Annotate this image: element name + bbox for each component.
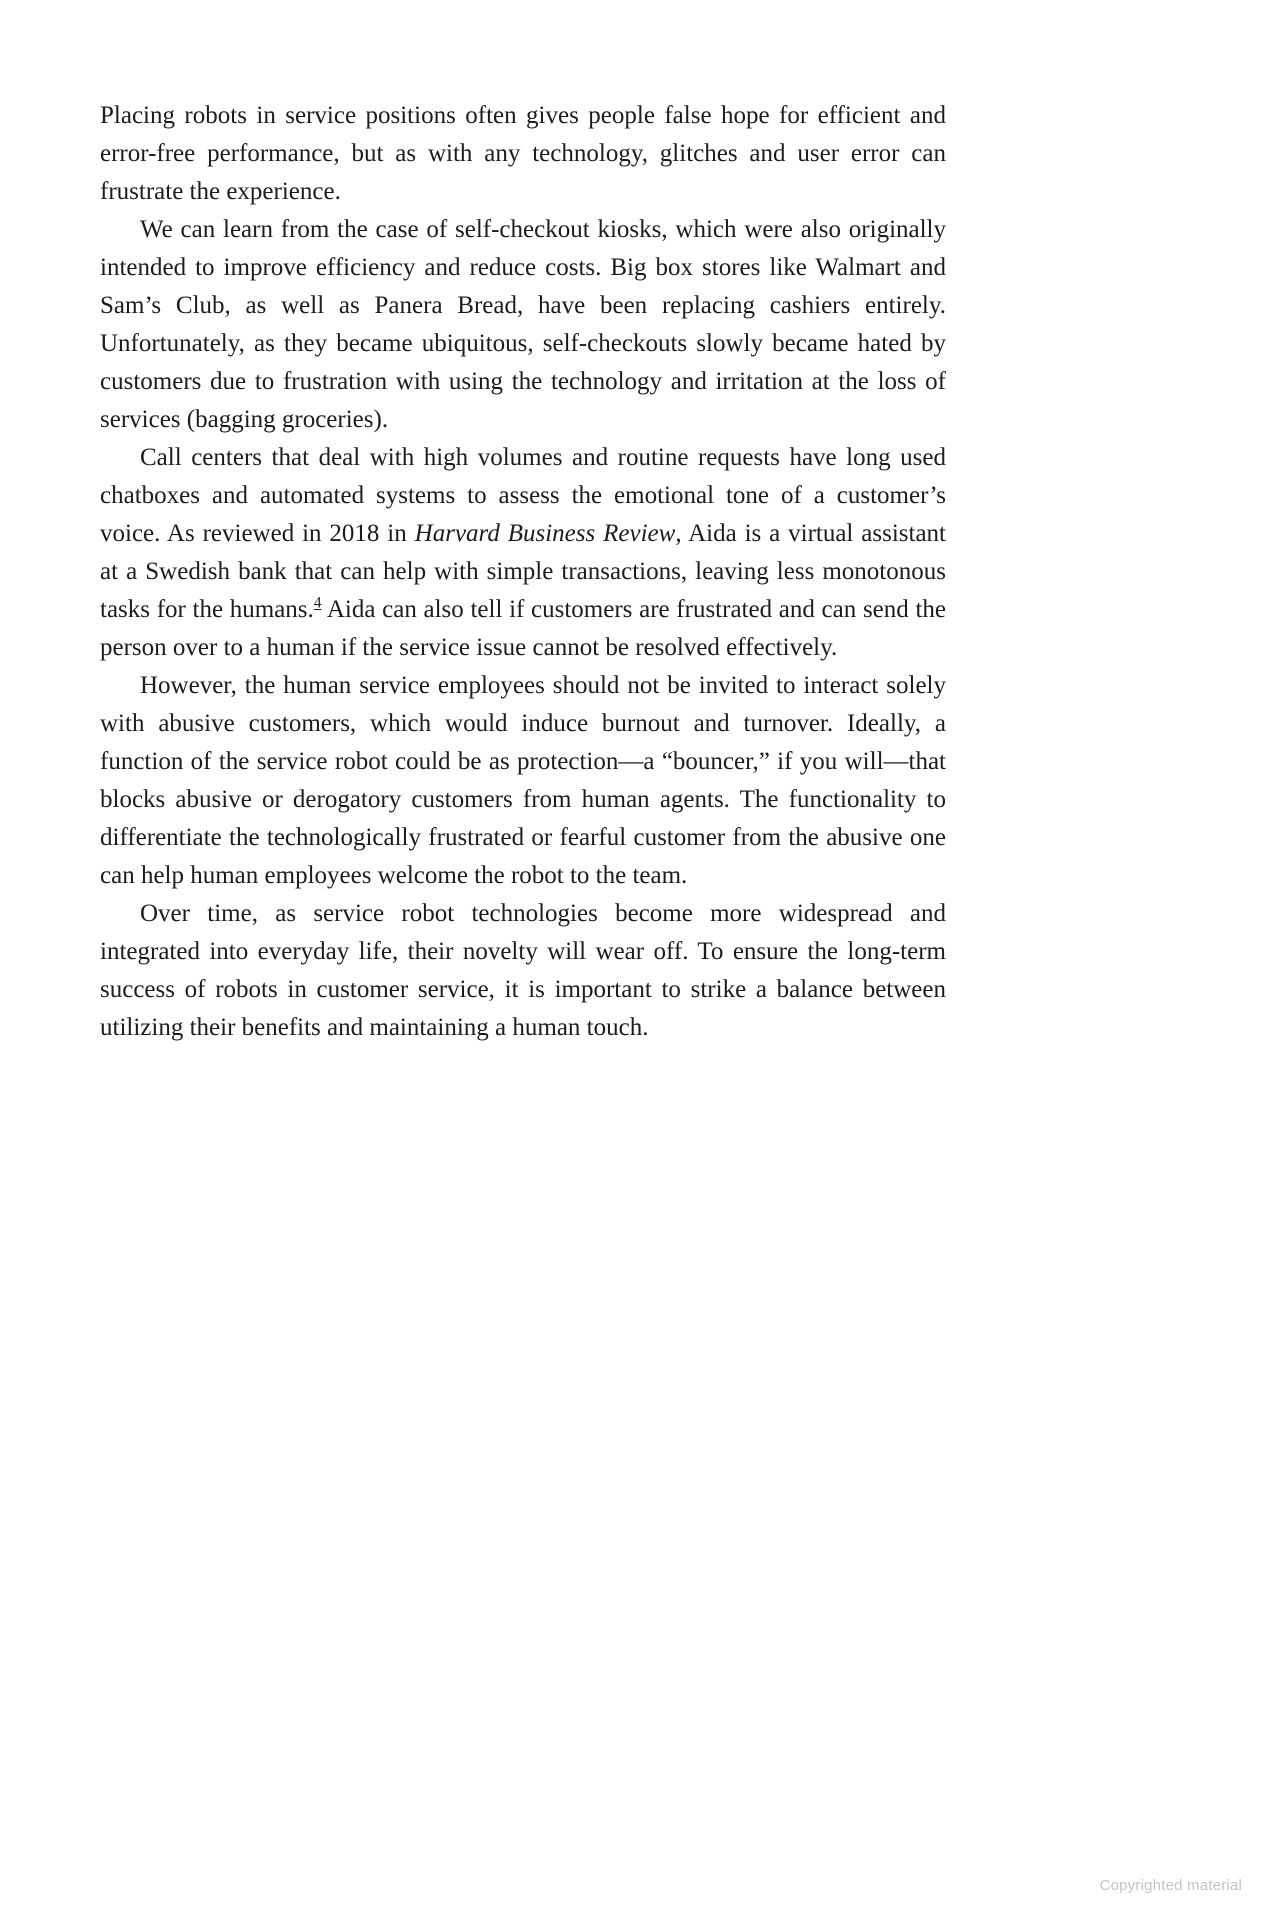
paragraph [100,97,946,211]
footnote-link[interactable]: 4 [313,594,322,612]
body-text: , Aida is a virtual assistant at a Swedish bank that can help with simple transactions, leaving less monotonous tasks for the humans. [100,520,946,623]
paragraph [100,439,946,667]
body-text: Aida can also tell if customers are frustrated and can send the person over to a human if the service issue cannot be resolved effectively. [100,596,946,661]
body-text: Call centers that deal with high volumes and routine requests have long used chatboxes and automated systems to assess the emotional tone of a customer’s voice. As reviewed in 2018 in [100,444,946,547]
paragraph [100,667,946,895]
paragraph [100,895,946,1047]
body-text: Placing robots in service positions often gives people false hope for efficient and error-free performance, but as with any technology, glitches and user error can frustrate the experience. [100,102,946,205]
copyright-watermark: Copyrighted material [1099,1877,1242,1894]
body-text: We can learn from the case of self-checkout kiosks, which were also originally intended to improve efficiency and reduce costs. Big box stores like Walmart and Sam’s Club, as well as Panera Bread, have been replacing cashiers entirely. Unfortunately, as they became ubiquitous, self-checkouts slowly became hated by customers due to frustration with using the technology and irritation at the loss of services (bagging groceries). [100,216,946,433]
page-text [100,97,946,1047]
body-text: Over time, as service robot technologies become more widespread and integrated into everyday life, their novelty will wear off. To ensure the long-term success of robots in customer service, it is important to strike a balance between utilizing their benefits and maintaining a human touch. [100,900,946,1041]
paragraph [100,211,946,439]
body-text: However, the human service employees should not be invited to interact solely with abusive customers, which would induce burnout and turnover. Ideally, a function of the service robot could be as protection—a “bouncer,” if you will—that blocks abusive or derogatory customers from human agents. The functionality to differentiate the technologically frustrated or fearful customer from the abusive one can help human employees welcome the robot to the team. [100,672,946,889]
italic-text: Harvard Business Review [414,520,676,547]
